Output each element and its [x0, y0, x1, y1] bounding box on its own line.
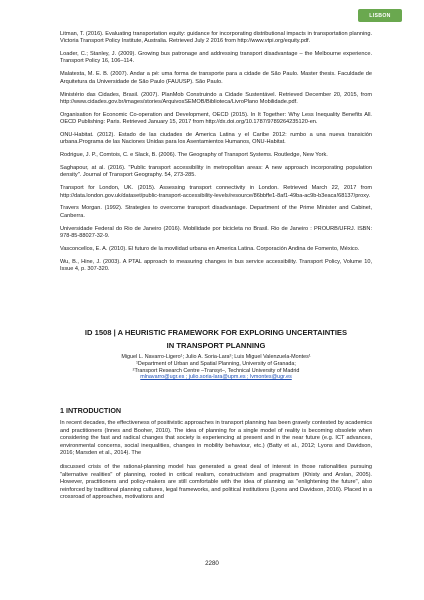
section-body: [60, 420, 372, 508]
reference-item: Transport for London, UK. (2015). Assessing transport connectivity in London. Retrieved March 22, 2017 from http://data.london.gov.uk/dataset/public-transport-accessibility-levels/resource/86bbffe1-8af1-49ba-ac9b-b3eaca!68137/proxy.: [60, 185, 372, 199]
reference-item: Vasconcellos, E. A. (2010). El futuro de la movilidad urbana en America Latina. Corporación Andina de Fomento, México.: [60, 245, 360, 252]
author-names: Miguel L. Navarro-Ligero¹; Julio A. Soria-Lara²; Luis Miguel Valenzuela-Montes¹: [121, 354, 311, 360]
reference-item: Wu, B., Hine, J. (2003). A PTAL approach to measuring changes in bus service accessibility. Transport Policy, Volume 10, Issue 4, p. 307-320.: [60, 258, 372, 272]
body-paragraph: In recent decades, the effectiveness of positivistic approaches in transport planning has been gravely contested by academics and practitioners (Innes and Booher, 2010). The idea of planning for a single model of reality is becoming obsolete when considering the fast and radical changes that society is experiencing at present and in the near future (e.g. ICT advances, environmental concerns, social inequalities, changes in mobility behaviour, etc.) (Batty et al., 2012; Lyons and Davidson, 2016; Marsden et al., 2014). The: [60, 420, 372, 457]
reference-item: Loader, C.; Stanley, J. (2009). Growing bus patronage and addressing transport disadvantage – the Melbourne experience. Transport Policy 16, 106–114.: [60, 51, 372, 65]
paper-title: [60, 326, 372, 352]
reference-item: Ministério das Cidades, Brasil. (2007). PlanMob Construindo a Cidade Sustentável. Retrieved December 20, 2015, from http://www.cidades.gov.br/images/stories/ArquivosSEMOB/Biblioteca/LivroPlano Mobilidade.pdf.: [60, 91, 372, 105]
reference-item: Travers Morgan. (1992). Strategies to overcome transport disadvantage. Department of the Prime Minister and Cabinet, Canberra.: [60, 205, 372, 219]
paper-title-line: IN TRANSPORT PLANNING: [166, 341, 266, 350]
section-heading: 1 INTRODUCTION: [60, 406, 122, 415]
page-number: 2280: [205, 560, 219, 567]
reference-item: Organisation for Economic Co-operation and Development, OECD (2015). In It Together: Why Less Inequality Benefits All. OECD Publishing: Paris. Retrieved January 15, 2017 from http://dx.doi.org/10.1787/9789264235120-en.: [60, 111, 372, 126]
reference-item: ONU-Habitat. (2012). Estado de las ciudades de America Latina y el Caribe 2012: rumbo a una nueva transición urbana.Programa de las Naciones Unidas para los Asentamientos Humanos, ONU-Habitat.: [60, 131, 372, 146]
reference-item: Universidade Federal do Rio de Janeiro (2016). Mobilidade por bicicleta no Brasil. Rio de Janeiro : PROURB/UFRJ. ISBN: 978-85-88027-32-9.: [60, 225, 372, 239]
body-paragraph: discussed crisis of the rational-planning model has generated a great deal of interest in those rationalities pursuing "alternative realities" of planning, rooted in critical realism, constructivism and pragmatism (Khisty and Arslan, 2005). However, practitioners and policy-makers are still comfortable with the idea of planning as "enlightening the future", also reinforced by traditional planning cultures, legal frameworks, and political institutions (Lyons and Davidson, 2016). Placed in a crossroad of approaches, motivations and: [60, 463, 372, 501]
author-block: [60, 354, 372, 381]
reference-item: Litman, T. (2016). Evaluating transportation equity: guidance for incorporating distributional impacts in transportation planning. Victoria Transport Policy Institute, Australia. Retrieved July 2 2016 from http://www.vtpi.org/equity.pdf.: [60, 31, 372, 45]
paper-title-line: ID 1508 | A HEURISTIC FRAMEWORK FOR EXPLORING UNCERTAINTIES: [84, 328, 348, 337]
reference-item: Rodrigue, J. P., Comtois, C. e Slack, B. (2006). The Geography of Transport Systems. Routledge, New York.: [60, 152, 328, 159]
reference-item: Saghapour, at al. (2016). "Public transport accessibility in metropolitan areas: A new approach incorporating population density". Journal of Transport Geography. 54, 273-285.: [60, 165, 372, 179]
conference-logo: [358, 9, 402, 22]
reference-item: Malatesta, M. E. B. (2007). Andar a pé: uma forma de transporte para a cidade de São Paulo. Master thesis. Faculdade de Arquitetura da Universidade de São Paulo (FAUUSP). São Paulo.: [60, 71, 372, 85]
affiliation: ²Transport Research Centre –Transyt–, Technical University of Madrid: [132, 367, 300, 374]
author-emails-link[interactable]: mlnavarro@ugr.es ; julio.soria-lara@upm.es ; lvmontes@ugr.es: [140, 374, 292, 381]
affiliation: ¹Department of Urban and Spatial Planning, University of Granada;: [136, 360, 296, 367]
logo-text: LISBON: [369, 12, 391, 19]
reference-list: [60, 31, 372, 279]
